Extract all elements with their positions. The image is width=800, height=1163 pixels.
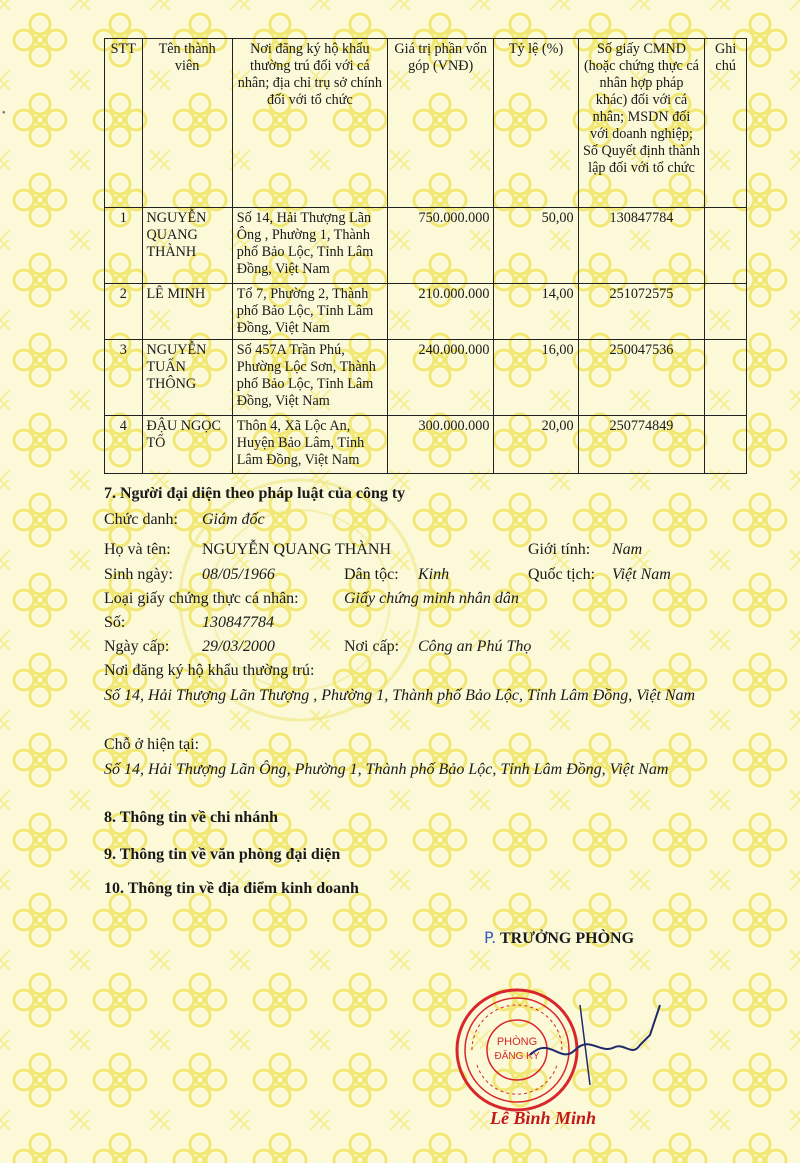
cell-note [705, 208, 747, 284]
cell-address: Số 14, Hải Thượng Lãn Ông , Phường 1, Thành phố Bảo Lộc, Tỉnh Lâm Đồng, Việt Nam [232, 208, 387, 284]
cell-stt: 2 [105, 284, 143, 340]
signature-title-text: TRƯỞNG PHÒNG [499, 930, 635, 947]
cell-ratio: 50,00 [494, 208, 578, 284]
table-header-row [105, 39, 747, 208]
cell-capital: 210.000.000 [387, 284, 493, 340]
cell-capital: 750.000.000 [387, 208, 493, 284]
table-row [105, 416, 747, 474]
signature-title [484, 928, 634, 948]
cell-id: 250047536 [578, 340, 705, 416]
cell-name: NGUYỄN QUANG THÀNH [142, 208, 232, 284]
header-ratio: Tỷ lệ (%) [494, 39, 578, 208]
header-note: Ghi chú [705, 39, 747, 208]
cell-address: Thôn 4, Xã Lộc An, Huyện Bảo Lâm, Tỉnh Lâm Đồng, Việt Nam [232, 416, 387, 474]
cell-note [705, 340, 747, 416]
cell-address: Số 457A Trần Phú, Phường Lộc Sơn, Thành phố Bảo Lộc, Tỉnh Lâm Đồng, Việt Nam [232, 340, 387, 416]
cell-capital: 240.000.000 [387, 340, 493, 416]
cell-name: LÊ MINH [142, 284, 232, 340]
cell-name: NGUYỄN TUẤN THÔNG [142, 340, 232, 416]
cell-ratio: 16,00 [494, 340, 578, 416]
section-10-title: 10. Thông tin về địa điểm kinh doanh [104, 880, 359, 897]
current-address-label: Chỗ ở hiện tại: [104, 736, 200, 753]
svg-text:ĐĂNG KÝ: ĐĂNG KÝ [494, 1051, 540, 1062]
header-id: Số giấy CMND (hoặc chứng thực cá nhân hợp pháp khác) đối với cá nhân; MSDN đối với doanh nghiệp; Số Quyết định thành lập đối với tổ chức [578, 39, 705, 208]
ethnic-label: Dân tộc: [344, 566, 399, 583]
cell-note [705, 416, 747, 474]
position-value: Giám đốc [202, 511, 265, 528]
header-name: Tên thành viên [142, 39, 232, 208]
header-capital: Giá trị phần vốn góp (VNĐ) [387, 39, 493, 208]
current-address-value: Số 14, Hải Thượng Lãn Ông, Phường 1, Thành phố Bảo Lộc, Tỉnh Lâm Đồng, Việt Nam [104, 761, 669, 778]
table-row [105, 208, 747, 284]
name-value: NGUYỄN QUANG THÀNH [202, 541, 392, 558]
margin-mark: • [2, 108, 6, 119]
cell-note [705, 284, 747, 340]
cell-capital: 300.000.000 [387, 416, 493, 474]
cell-stt: 1 [105, 208, 143, 284]
id-number-value: 130847784 [202, 614, 274, 631]
cell-ratio: 20,00 [494, 416, 578, 474]
issue-date-label: Ngày cấp: [104, 638, 170, 655]
registration-value: Số 14, Hải Thượng Lãn Thượng , Phường 1, Thành phố Bảo Lộc, Tỉnh Lâm Đồng, Việt Nam [104, 687, 696, 704]
id-type-value: Giấy chứng minh nhân dân [344, 590, 519, 607]
table-row [105, 284, 747, 340]
nationality-value: Việt Nam [612, 566, 671, 583]
issue-place-value: Công an Phú Thọ [418, 638, 532, 655]
handwritten-signature [520, 995, 680, 1085]
gender-value: Nam [612, 541, 643, 558]
id-type-label: Loại giấy chứng thực cá nhân: [104, 590, 299, 607]
section-8-title: 8. Thông tin về chi nhánh [104, 809, 278, 826]
header-stt: STT [105, 39, 143, 208]
signer-name: Lê Bình Minh [490, 1108, 597, 1128]
table-row [105, 340, 747, 416]
header-address: Nơi đăng ký hộ khẩu thường trú đối với cá nhân; địa chỉ trụ sở chính đối với tổ chức [232, 39, 387, 208]
cell-id: 251072575 [578, 284, 705, 340]
ethnic-value: Kinh [418, 566, 450, 583]
name-label: Họ và tên: [104, 541, 171, 558]
cell-stt: 3 [105, 340, 143, 416]
signature-prefix: P. [484, 928, 497, 947]
dob-label: Sinh ngày: [104, 566, 173, 583]
svg-text:PHÒNG: PHÒNG [496, 1036, 538, 1048]
registration-label: Nơi đăng ký hộ khẩu thường trú: [104, 662, 315, 679]
members-table [104, 38, 747, 474]
nationality-label: Quốc tịch: [528, 566, 596, 583]
cell-id: 130847784 [578, 208, 705, 284]
gender-label: Giới tính: [528, 541, 591, 558]
section-9-title: 9. Thông tin về văn phòng đại diện [104, 846, 341, 863]
section-7-title: 7. Người đại diện theo pháp luật của công ty [104, 485, 406, 502]
cell-id: 250774849 [578, 416, 705, 474]
id-number-label: Số: [104, 614, 126, 631]
issue-date-value: 29/03/2000 [202, 638, 275, 655]
position-label: Chức danh: [104, 511, 178, 528]
cell-ratio: 14,00 [494, 284, 578, 340]
cell-stt: 4 [105, 416, 143, 474]
cell-address: Tổ 7, Phường 2, Thành phố Bảo Lộc, Tỉnh Lâm Đồng, Việt Nam [232, 284, 387, 340]
issue-place-label: Nơi cấp: [344, 638, 400, 655]
dob-value: 08/05/1966 [202, 566, 275, 583]
cell-name: ĐẬU NGỌC TỐ [142, 416, 232, 474]
